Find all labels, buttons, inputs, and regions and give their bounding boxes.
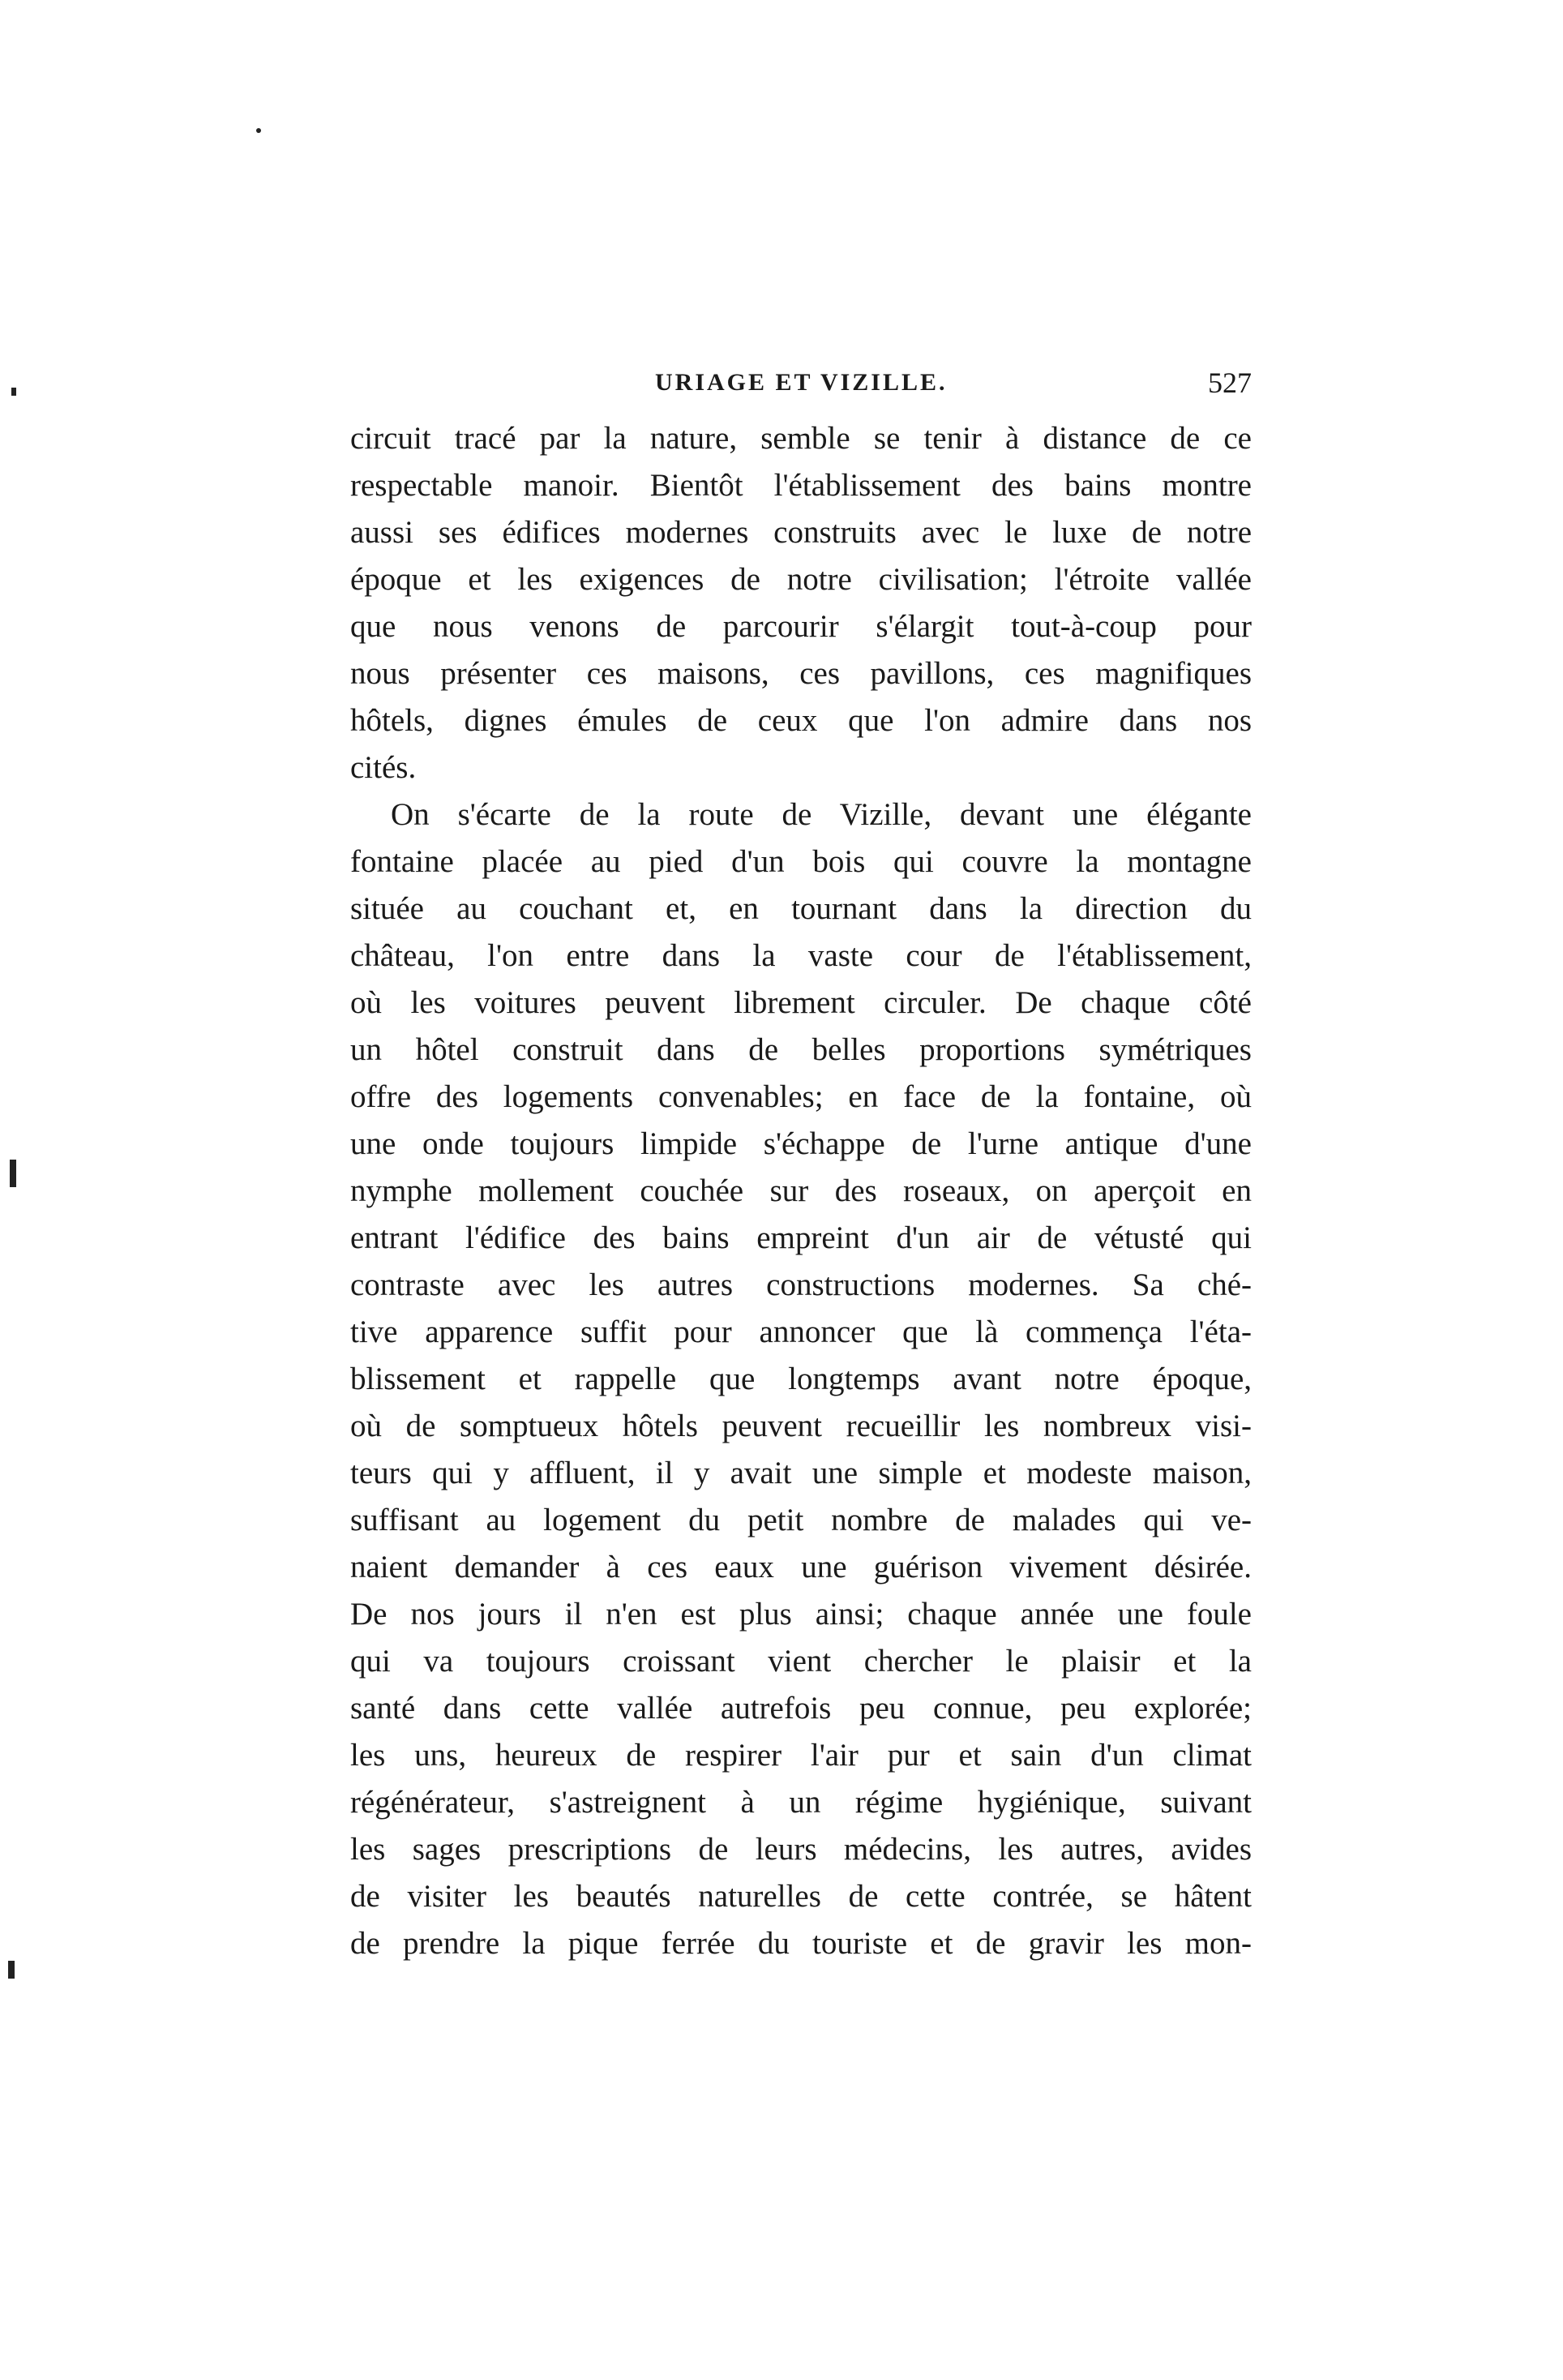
text-line: de prendre la pique ferrée du touriste et de gravir les mon- <box>350 1926 1252 1961</box>
text-line: tive apparence suffit pour annoncer que là commença l'éta- <box>350 1314 1252 1349</box>
running-head <box>350 358 1252 407</box>
scan-speck <box>256 128 261 133</box>
text-line: cités. <box>350 750 417 785</box>
paragraph <box>350 791 1252 1967</box>
scan-speck <box>10 1160 16 1187</box>
text-line: qui va toujours croissant vient chercher le plaisir et la <box>350 1644 1252 1679</box>
text-line: hôtels, dignes émules de ceux que l'on admire dans nos <box>350 703 1252 738</box>
text-line: aussi ses édifices modernes construits avec le luxe de notre <box>350 515 1252 550</box>
scan-speck <box>11 388 16 396</box>
text-line: que nous venons de parcourir s'élargit tout-à-coup pour <box>350 609 1252 644</box>
scan-speck <box>8 1961 15 1979</box>
text-line: circuit tracé par la nature, semble se tenir à distance de ce <box>350 421 1252 456</box>
running-title: URIAGE ET VIZILLE. <box>655 369 948 396</box>
text-line: située au couchant et, en tournant dans la direction du <box>350 891 1252 926</box>
text-line: les sages prescriptions de leurs médecins, les autres, avides <box>350 1832 1252 1867</box>
text-line: On s'écarte de la route de Vizille, devant une élégante <box>391 797 1252 832</box>
text-line: naient demander à ces eaux une guérison vivement désirée. <box>350 1550 1252 1585</box>
text-line: De nos jours il n'en est plus ainsi; chaque année une foule <box>350 1597 1252 1632</box>
text-line: suffisant au logement du petit nombre de malades qui ve- <box>350 1503 1252 1537</box>
text-line: nymphe mollement couchée sur des roseaux, on aperçoit en <box>350 1173 1252 1208</box>
text-line: de visiter les beautés naturelles de cette contrée, se hâtent <box>350 1879 1252 1914</box>
text-line: époque et les exigences de notre civilisation; l'étroite vallée <box>350 562 1252 597</box>
text-line: blissement et rappelle que longtemps avant notre époque, <box>350 1362 1252 1396</box>
text-line: respectable manoir. Bientôt l'établissement des bains montre <box>350 468 1252 503</box>
text-line: offre des logements convenables; en face de la fontaine, où <box>350 1079 1252 1114</box>
text-line: nous présenter ces maisons, ces pavillons, ces magnifiques <box>350 656 1252 691</box>
body-text <box>350 415 1252 1967</box>
text-line: les uns, heureux de respirer l'air pur et sain d'un climat <box>350 1738 1252 1773</box>
text-line: santé dans cette vallée autrefois peu connue, peu explorée; <box>350 1691 1252 1726</box>
text-line: où les voitures peuvent librement circuler. De chaque côté <box>350 985 1252 1020</box>
text-line: fontaine placée au pied d'un bois qui couvre la montagne <box>350 844 1252 879</box>
page-number: 527 <box>1208 367 1252 399</box>
text-line: une onde toujours limpide s'échappe de l'urne antique d'une <box>350 1126 1252 1161</box>
paragraph <box>350 415 1252 791</box>
text-line: contraste avec les autres constructions modernes. Sa ché- <box>350 1267 1252 1302</box>
text-line: entrant l'édifice des bains empreint d'un air de vétusté qui <box>350 1220 1252 1255</box>
text-line: régénérateur, s'astreignent à un régime hygiénique, suivant <box>350 1785 1252 1820</box>
text-line: château, l'on entre dans la vaste cour de l'établissement, <box>350 938 1252 973</box>
text-line: teurs qui y affluent, il y avait une simple et modeste maison, <box>350 1456 1252 1490</box>
text-line: où de somptueux hôtels peuvent recueillir les nombreux visi- <box>350 1409 1252 1443</box>
text-line: un hôtel construit dans de belles proportions symétriques <box>350 1032 1252 1067</box>
